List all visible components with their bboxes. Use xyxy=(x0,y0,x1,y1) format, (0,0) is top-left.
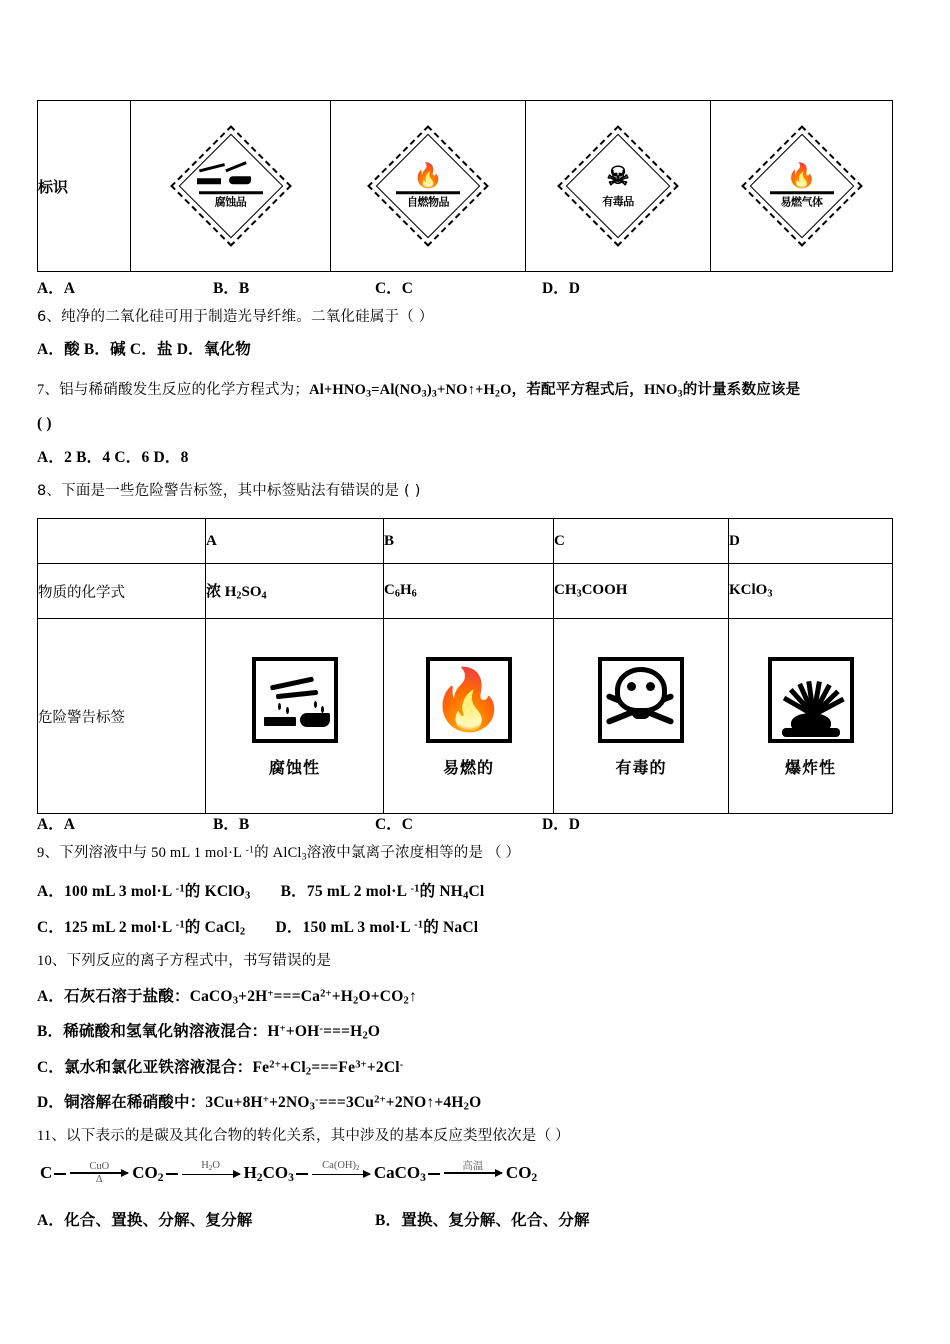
question-9-stem xyxy=(37,845,520,864)
warning-caption: 易燃的 xyxy=(442,757,494,777)
question-6-stem: 6、纯净的二氧化硅可用于制造光导纤维。二氧化硅属于（ ） xyxy=(37,309,434,325)
table-header-row xyxy=(38,519,893,564)
question-10-option-a[interactable]: A．石灰石溶于盐酸：$CaCO_3+2H^+===Ca^{2+}+H_2O+CO_2↑$ xyxy=(37,988,417,1007)
warning-caption: 爆炸性 xyxy=(784,757,836,777)
placard-caption: 有毒品 xyxy=(602,195,634,208)
question-7-stem xyxy=(37,382,800,400)
flammable-gas-diamond-icon: 🔥 易燃气体 xyxy=(748,132,856,240)
row-label-chemical-formula: 物质的化学式 xyxy=(38,564,206,619)
chain-arrow-1 xyxy=(166,1160,242,1186)
question-10-option-b[interactable]: B．稀硫酸和氢氧化钠溶液混合：$H^++OH^-===H_2O$ xyxy=(37,1023,381,1042)
question-10-option-c[interactable]: C．氯水和氯化亚铁溶液混合：$Fe^{2+}+Cl_2===Fe^{3+}+2Cl^-$ xyxy=(37,1059,404,1078)
question-10-stem: 10、下列反应的离子方程式中，书写错误的是 xyxy=(37,953,332,969)
question-9-options-row1[interactable] xyxy=(37,883,484,903)
table-row-formula xyxy=(38,564,893,619)
question-11-option-b[interactable]: B．置换、复分解、化合、分解 xyxy=(375,1212,590,1229)
question-9-option-d[interactable]: D．150 mL 3 mol·L $^{-1}$的 NaCl xyxy=(275,919,479,936)
warning-label-c xyxy=(554,619,729,814)
option-d[interactable]: D．D xyxy=(542,280,580,297)
warning-caption: 有毒的 xyxy=(615,757,667,777)
row-label-biaoshi: 标识 xyxy=(38,101,131,272)
th-b: B xyxy=(384,519,554,564)
chain-arrow-0-above: CuO xyxy=(89,1161,110,1173)
spontaneously-combustible-diamond-icon: 🔥 自燃物品 xyxy=(374,132,482,240)
chain-arrow-2 xyxy=(296,1160,372,1186)
chain-arrow-0-below: Δ xyxy=(95,1173,103,1185)
placard-cell-c xyxy=(526,101,711,272)
table-row xyxy=(38,101,893,272)
formula-c: $CH_3COOH$ xyxy=(554,564,729,619)
question-6-options[interactable]: A．酸 B．碱 C．盐 D．氧化物 xyxy=(37,341,251,358)
chain-species-0: C xyxy=(40,1163,53,1183)
option-c[interactable]: C．C xyxy=(375,816,413,833)
chain-arrow-2-above: $Ca(OH)_2$ xyxy=(322,1160,360,1172)
th-c: C xyxy=(554,519,729,564)
chain-species-2: $H_2CO_3$ xyxy=(243,1162,294,1184)
placard-cell-b xyxy=(331,101,526,272)
corrosive-square-icon xyxy=(252,657,338,743)
question-7-number: 7、铝与稀硝酸发生反应的化学方程式为； xyxy=(37,382,310,398)
flammable-square-icon: 🔥 xyxy=(426,657,512,743)
placard-cell-d xyxy=(711,101,893,272)
row-label-warning-label: 危险警告标签 xyxy=(38,619,206,814)
question-9-option-a[interactable]: A．100 mL 3 mol·L $^{-1}$的 KClO$_3$ xyxy=(37,883,251,902)
warning-label-b xyxy=(384,619,554,814)
option-a[interactable]: A．A xyxy=(37,280,75,297)
question-10-option-d[interactable]: D．铜溶解在稀硝酸中：$3Cu+8H^++2NO_3^-===3Cu^{2+}+2NO↑+4H_2O$ xyxy=(37,1094,482,1113)
option-b[interactable]: B．B xyxy=(213,280,250,297)
formula-a: 浓 $H_2SO_4$ xyxy=(206,564,384,619)
th-d: D xyxy=(729,519,893,564)
chain-arrow-3-above: 高温 xyxy=(462,1160,484,1173)
option-c[interactable]: C．C xyxy=(375,280,413,297)
option-d[interactable]: D．D xyxy=(542,816,580,833)
placard-caption: 易燃气体 xyxy=(780,194,823,208)
placard-caption: 腐蚀品 xyxy=(214,194,247,208)
reaction-chain-diagram xyxy=(40,1160,537,1186)
formula-b: $C_6H_6$ xyxy=(384,564,554,619)
toxic-diamond-icon: ☠ 有毒品 xyxy=(564,132,672,240)
option-a[interactable]: A．A xyxy=(37,816,75,833)
chain-arrow-1-above: $H_2O$ xyxy=(201,1160,220,1172)
chain-species-1: $CO_2$ xyxy=(132,1162,164,1184)
corrosive-diamond-icon xyxy=(177,132,285,240)
warning-label-table xyxy=(37,518,893,814)
hazard-placard-table xyxy=(37,100,893,272)
formula-d: KClO$_3$ xyxy=(729,564,893,619)
chain-arrow-0 xyxy=(54,1161,130,1185)
question-11-option-a[interactable]: A．化合、置换、分解、复分解 xyxy=(37,1212,253,1229)
question-9-options-row2[interactable] xyxy=(37,919,478,939)
warning-caption: 腐蚀性 xyxy=(268,757,320,777)
warning-label-a xyxy=(206,619,384,814)
warning-label-d xyxy=(729,619,893,814)
question-7-stem-suffix: ，若配平方程式后，$HNO_3$的计量系数应该是 xyxy=(511,382,801,400)
placard-cell-a xyxy=(131,101,331,272)
explosive-square-icon xyxy=(768,657,854,743)
question-7-stem-line2: ( ) xyxy=(37,415,52,432)
toxic-skull-square-icon xyxy=(598,657,684,743)
chain-arrow-3 xyxy=(428,1161,504,1185)
placard-caption: 自燃物品 xyxy=(407,194,449,208)
table-row-warning-label xyxy=(38,619,893,814)
question-7-options[interactable]: A．2 B．4 C．6 D．8 xyxy=(37,449,189,466)
th-blank xyxy=(38,519,206,564)
question-8-stem: 8、下面是一些危险警告标签，其中标签贴法有错误的是 ( ) xyxy=(37,483,421,499)
chain-species-4: $CO_2$ xyxy=(505,1162,538,1184)
th-a: A xyxy=(206,519,384,564)
chain-species-3: CaCO$_3$ xyxy=(373,1162,426,1184)
option-b[interactable]: B．B xyxy=(213,816,250,833)
question-11-stem: 11、以下表示的是碳及其化合物的转化关系，其中涉及的基本反应类型依次是（ ） xyxy=(37,1128,570,1144)
question-9-option-b[interactable]: B．75 mL 2 mol·L $^{-1}$的 $NH_4Cl$ xyxy=(280,883,485,902)
question-9-option-c[interactable]: C．125 mL 2 mol·L $^{-1}$的 CaCl$_2$ xyxy=(37,919,246,938)
question-9-number: 9、下列溶液中与 50 mL 1 mol·L $^{-1}$的 AlCl$_3$溶液中氯离子浓度相等的是 （ ） xyxy=(37,845,521,863)
question-7-equation: $Al+HNO_3=Al(NO_3)_3+NO↑+H_2O$ xyxy=(309,382,512,400)
